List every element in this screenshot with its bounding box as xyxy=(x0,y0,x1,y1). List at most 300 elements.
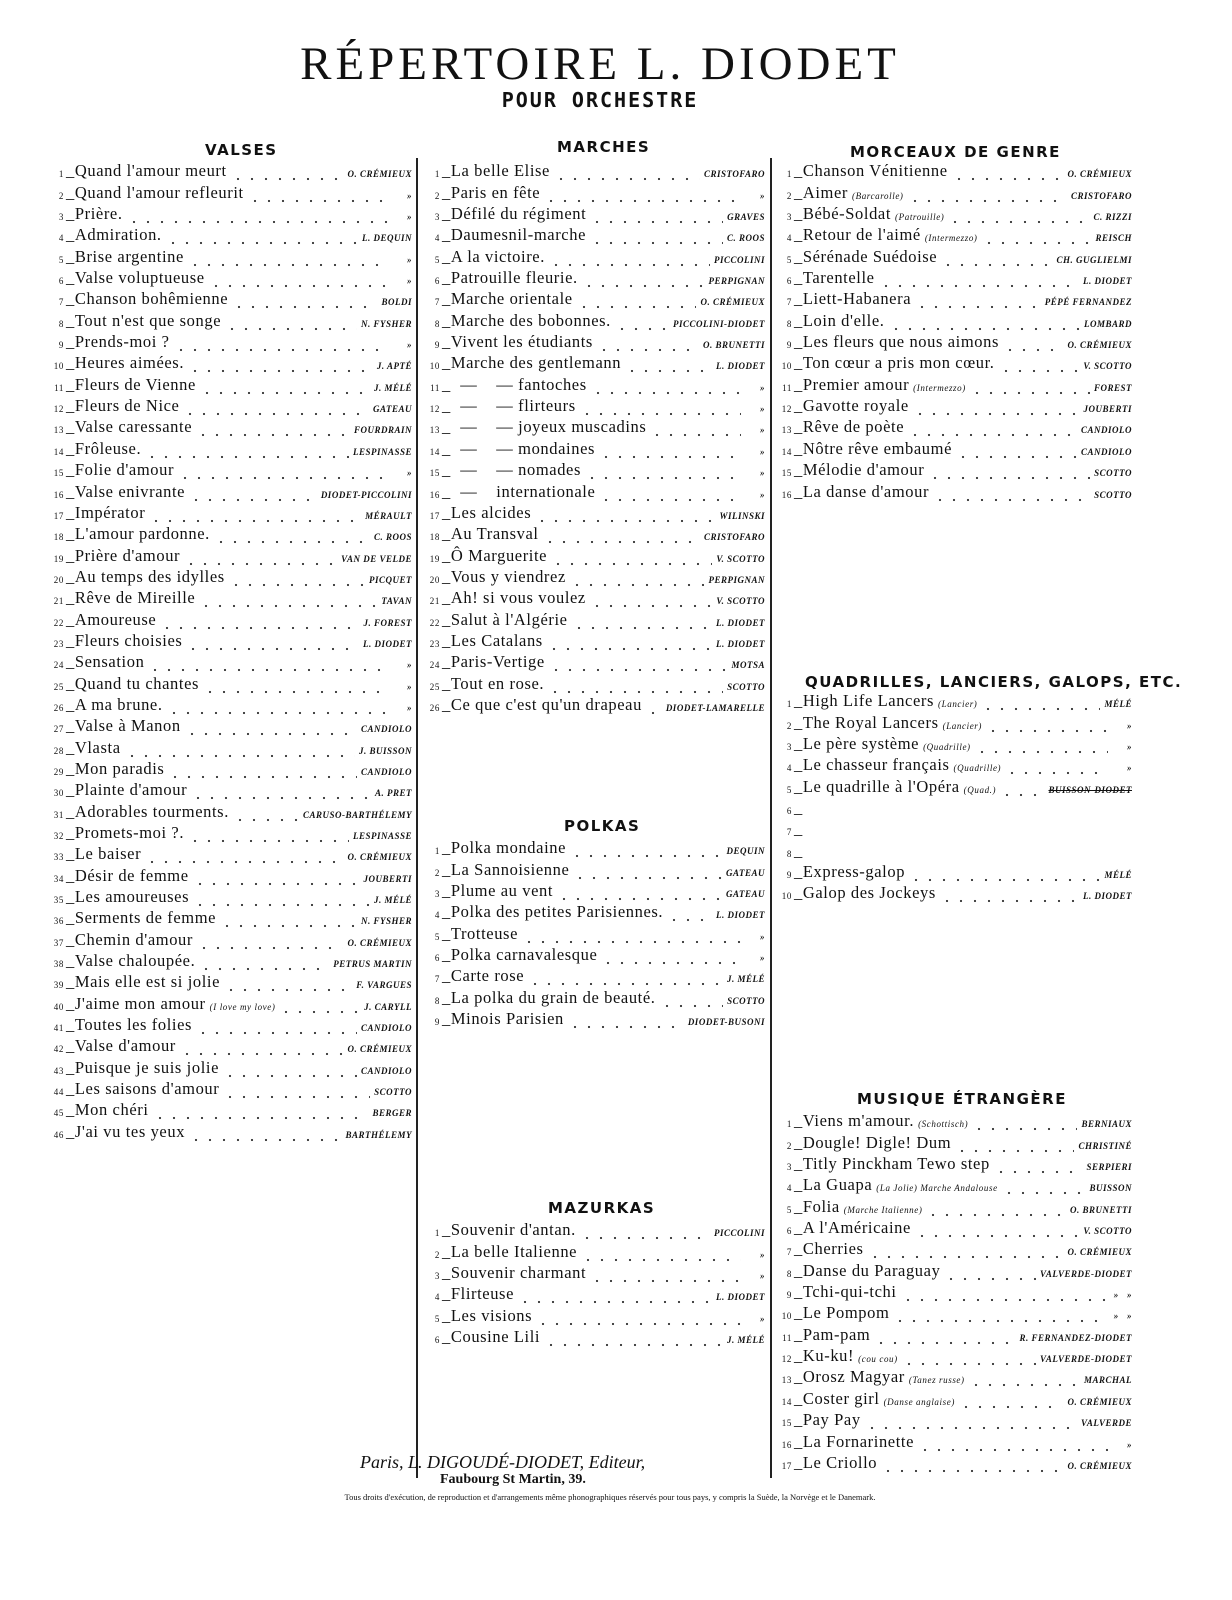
list-item xyxy=(44,864,412,885)
dot-leader xyxy=(615,323,669,331)
item-composer: O. BRUNETTI xyxy=(702,340,765,351)
item-number: 10 xyxy=(781,891,792,902)
item-title: _ Paris en fête xyxy=(442,183,540,203)
item-composer: FOREST xyxy=(1093,382,1132,393)
item-number: 43 xyxy=(53,1065,64,1076)
item-composer: MÉRAULT xyxy=(365,510,412,521)
list-item xyxy=(772,1174,1132,1195)
dot-leader xyxy=(547,643,712,651)
list-item xyxy=(420,416,765,437)
item-number: 11 xyxy=(430,382,440,393)
item-composer: J. CARYLL xyxy=(364,1001,412,1012)
item-title: _ Pam-pam xyxy=(794,1325,870,1345)
item-title: _ Puisque je suis jolie xyxy=(66,1058,219,1078)
item-number: 1 xyxy=(786,1119,792,1130)
item-composer: J. MÉLÉ xyxy=(373,895,412,906)
item-title: _ La polka du grain de beauté. xyxy=(442,988,656,1008)
item-title: _ Quand l'amour meurt xyxy=(66,161,227,181)
dot-leader xyxy=(551,558,712,566)
item-number: 3 xyxy=(786,1162,792,1173)
list-item xyxy=(44,181,412,202)
list-item xyxy=(420,245,765,266)
list-item xyxy=(772,775,1132,796)
item-composer: » xyxy=(1127,742,1132,753)
item-number: 6 xyxy=(434,276,440,287)
dot-leader xyxy=(186,643,359,651)
item-title: _ Liett-Habanera xyxy=(794,289,911,309)
list-item xyxy=(772,1259,1132,1280)
item-title: _ La danse d'amour xyxy=(794,482,929,502)
item-title: _ Valse d'amour xyxy=(66,1036,176,1056)
item-number: 4 xyxy=(786,763,792,774)
item-number: 19 xyxy=(429,553,440,564)
list-item xyxy=(772,754,1132,775)
item-title: _ Vlasta xyxy=(66,738,121,758)
item-composer: SCOTTO xyxy=(1094,489,1132,500)
dot-leader xyxy=(597,344,699,352)
item-number: 30 xyxy=(53,788,64,799)
item-title: _ Polka des petites Parisiennes. xyxy=(442,902,663,922)
list-item xyxy=(420,630,765,651)
dot-leader xyxy=(167,707,388,715)
list-item xyxy=(420,965,765,986)
dot-leader xyxy=(554,173,700,181)
item-title: _ Coster girl xyxy=(794,1389,880,1409)
list-item xyxy=(420,1326,765,1347)
item-number: 32 xyxy=(53,831,64,841)
item-number: 1 xyxy=(786,699,792,710)
dot-leader xyxy=(625,365,712,373)
item-number: 6 xyxy=(786,276,792,287)
dot-leader xyxy=(153,1112,369,1120)
item-title: _ La Fornarinette xyxy=(794,1432,914,1452)
item-title: _ Ton cœur a pris mon cœur. xyxy=(794,353,995,373)
list-item xyxy=(44,822,412,843)
list-item xyxy=(44,1014,412,1035)
item-title: _ La belle Elise xyxy=(442,161,550,181)
item-composer: TAVAN xyxy=(381,596,412,607)
item-title: _ Marche des gentlemann xyxy=(442,353,621,373)
dot-leader xyxy=(189,494,317,502)
item-title xyxy=(794,798,803,818)
dot-leader xyxy=(926,1209,1066,1217)
item-composer: CANDIOLO xyxy=(360,1023,412,1034)
list-item xyxy=(44,971,412,992)
dot-leader xyxy=(956,451,1077,459)
heading-marches: MARCHES xyxy=(557,138,651,156)
list-item xyxy=(44,544,412,565)
item-composer: » xyxy=(760,1271,765,1282)
item-title: _ — — fantoches xyxy=(442,375,587,395)
dot-leader xyxy=(231,173,344,181)
item-title: _ Les fleurs que nous aimons xyxy=(794,332,999,352)
item-number: 11 xyxy=(782,382,792,393)
item-number: 4 xyxy=(434,910,440,921)
list-item xyxy=(44,480,412,501)
item-composer: CANDIOLO xyxy=(1080,446,1132,457)
item-number: 40 xyxy=(53,1001,64,1012)
item-title: _ Plainte d'amour xyxy=(66,780,187,800)
list-item xyxy=(420,587,765,608)
item-composer: » xyxy=(407,340,412,351)
item-number: 29 xyxy=(53,766,64,777)
list-item xyxy=(772,1131,1132,1152)
item-note: (Schottisch) xyxy=(918,1119,969,1130)
item-composer: » xyxy=(1127,720,1132,731)
dot-leader xyxy=(1005,767,1108,775)
item-title: _ Daumesnil-marche xyxy=(442,225,586,245)
list-item xyxy=(772,1281,1132,1302)
list-item xyxy=(772,733,1132,754)
dot-leader xyxy=(901,1294,1108,1302)
item-number: 5 xyxy=(434,1313,440,1324)
item-number: 31 xyxy=(53,809,64,820)
item-title: _ Désir de femme xyxy=(66,866,189,886)
item-composer: V. SCOTTO xyxy=(716,596,765,607)
item-number: 14 xyxy=(429,446,440,457)
item-title: _ Défilé du régiment xyxy=(442,204,586,224)
list-item xyxy=(420,1283,765,1304)
item-composer: PICCOLINI xyxy=(713,1228,765,1239)
list-item xyxy=(44,1035,412,1056)
item-composer: GATEAU xyxy=(725,889,765,900)
item-composer: PICCOLINI-DIODET xyxy=(672,318,765,329)
dot-leader xyxy=(188,835,349,843)
dot-leader xyxy=(145,856,343,864)
item-composer: REISCH xyxy=(1095,233,1132,244)
item-note: (Quadrille) xyxy=(953,763,1002,774)
list-item xyxy=(44,331,412,352)
item-number: 9 xyxy=(434,1017,440,1028)
item-note: (Danse anglaise) xyxy=(883,1396,955,1407)
item-number: 6 xyxy=(58,276,64,287)
item-number: 4 xyxy=(786,233,792,244)
item-composer: R. FERNANDEZ-DIODET xyxy=(1019,1332,1132,1343)
item-title: _ Fleurs de Vienne xyxy=(66,375,196,395)
item-title: _ Valse à Manon xyxy=(66,716,181,736)
item-composer: » xyxy=(760,446,765,457)
item-composer: O. CRÉMIEUX xyxy=(347,937,412,948)
dot-leader xyxy=(908,429,1077,437)
dot-leader xyxy=(220,920,357,928)
list-item xyxy=(420,181,765,202)
dot-leader xyxy=(915,301,1041,309)
item-title: _ Salut à l'Algérie xyxy=(442,610,568,630)
list-item xyxy=(44,502,412,523)
dot-leader xyxy=(536,1318,741,1326)
item-number: 1 xyxy=(434,846,440,857)
page-title: RÉPERTOIRE L. DIODET xyxy=(300,38,900,90)
item-number: 25 xyxy=(429,681,440,692)
item-title: _ Ah! si vous voulez xyxy=(442,588,586,608)
item-title: _ Folie d'amour xyxy=(66,460,174,480)
dot-leader xyxy=(214,536,370,544)
list-item xyxy=(420,880,765,901)
item-number: 4 xyxy=(58,233,64,244)
item-title: _ Ku-ku! xyxy=(794,1346,854,1366)
list-item xyxy=(420,502,765,523)
item-title: _ Premier amour xyxy=(794,375,909,395)
item-number: 8 xyxy=(786,848,792,859)
list-item xyxy=(44,416,412,437)
item-number: 46 xyxy=(53,1129,64,1140)
item-number: 10 xyxy=(429,361,440,372)
item-number: 8 xyxy=(58,318,64,329)
list-item xyxy=(420,694,765,715)
item-number: 9 xyxy=(786,1290,792,1301)
item-composer: BUISSON-DIODET xyxy=(1048,784,1132,795)
item-composer: CRISTOFARO xyxy=(1070,190,1132,201)
item-title: _ Brise argentine xyxy=(66,247,184,267)
item-composer: VALVERDE-DIODET xyxy=(1039,1268,1132,1279)
list-item xyxy=(44,459,412,480)
item-title: _ Rêve de poète xyxy=(794,417,904,437)
item-composer: LESPINASSE xyxy=(352,446,412,457)
item-composer: DIODET-BUSONI xyxy=(687,1017,765,1028)
dot-leader xyxy=(196,1027,357,1035)
item-title: _ Tout n'est que songe xyxy=(66,311,221,331)
item-number: 10 xyxy=(53,361,64,372)
list-item xyxy=(420,922,765,943)
item-composer: » xyxy=(760,404,765,415)
item-title: _ Minois Parisien xyxy=(442,1009,564,1029)
item-title: _ Folia xyxy=(794,1197,840,1217)
item-number: 3 xyxy=(434,212,440,223)
dot-leader xyxy=(535,515,715,523)
item-title: _ Chanson bohêmienne xyxy=(66,289,228,309)
item-composer: MÉLÉ xyxy=(1104,870,1132,881)
item-composer: JOUBERTI xyxy=(363,873,412,884)
dot-leader xyxy=(149,515,361,523)
item-title: _ Mon paradis xyxy=(66,759,164,779)
item-composer: LESPINASSE xyxy=(352,831,412,841)
item-number: 11 xyxy=(54,382,64,393)
dot-leader xyxy=(933,494,1090,502)
dot-leader xyxy=(178,472,388,480)
item-composer: J. MÉLÉ xyxy=(373,382,412,393)
item-number: 3 xyxy=(786,742,792,753)
list-item xyxy=(44,950,412,971)
dot-leader xyxy=(183,408,369,416)
dot-leader xyxy=(970,387,1090,395)
item-title: _ Orosz Magyar xyxy=(794,1367,905,1387)
item-title: _ Vivent les étudiants xyxy=(442,332,593,352)
item-title: _ Express-galop xyxy=(794,862,905,882)
item-composer: » xyxy=(407,190,412,201)
dot-leader xyxy=(952,173,1064,181)
list-item xyxy=(44,758,412,779)
dot-leader xyxy=(959,1401,1064,1409)
list-item xyxy=(44,715,412,736)
section-valses xyxy=(44,160,412,1142)
item-composer: » » xyxy=(1113,1290,1132,1301)
item-composer: PERPIGNAN xyxy=(708,276,765,287)
item-number: 8 xyxy=(434,318,440,329)
item-title: _ Ce que c'est qu'un drapeau xyxy=(442,695,642,715)
item-composer: CRISTOFARO xyxy=(703,169,765,180)
list-item xyxy=(44,224,412,245)
item-composer: N. FYSHER xyxy=(360,318,412,329)
item-title: _ Tchi-qui-tchi xyxy=(794,1282,897,1302)
list-item xyxy=(420,331,765,352)
item-composer: GRAVES xyxy=(727,212,765,223)
item-number: 1 xyxy=(434,1228,440,1239)
dot-leader xyxy=(940,895,1079,903)
item-composer: F. VARGUES xyxy=(356,980,412,991)
item-composer: BUISSON xyxy=(1089,1183,1132,1194)
item-number: 9 xyxy=(434,340,440,351)
list-item xyxy=(772,203,1132,224)
item-composer: GATEAU xyxy=(725,867,765,878)
item-number: 7 xyxy=(786,827,792,838)
item-composer: » xyxy=(760,1313,765,1324)
dot-leader xyxy=(580,408,741,416)
list-item xyxy=(420,160,765,181)
item-composer: » xyxy=(407,212,412,223)
item-composer: O. CRÉMIEUX xyxy=(347,852,412,863)
dot-leader xyxy=(573,872,722,880)
item-number: 22 xyxy=(429,617,440,628)
item-number: 7 xyxy=(786,1247,792,1258)
item-title: _ Aimer xyxy=(794,183,848,203)
list-item xyxy=(44,288,412,309)
list-item xyxy=(44,245,412,266)
item-number: 5 xyxy=(434,254,440,265)
list-item xyxy=(772,352,1132,373)
dot-leader xyxy=(209,280,388,288)
item-title: _ Polka carnavalesque xyxy=(442,945,597,965)
dot-leader xyxy=(1000,789,1044,797)
item-composer: » xyxy=(760,931,765,942)
list-item xyxy=(772,373,1132,394)
item-title: _ A la victoire. xyxy=(442,247,545,267)
list-item xyxy=(772,288,1132,309)
item-number: 3 xyxy=(786,212,792,223)
item-number: 42 xyxy=(53,1044,64,1055)
list-item xyxy=(44,309,412,330)
item-title: _ Polka mondaine xyxy=(442,838,566,858)
item-number: 20 xyxy=(429,574,440,585)
item-composer: PICQUET xyxy=(368,574,412,585)
dot-leader xyxy=(232,301,377,309)
dot-leader xyxy=(544,1339,723,1347)
item-number: 12 xyxy=(781,404,792,415)
item-title: _ Cousine Lili xyxy=(442,1327,540,1347)
item-title: _ Marche des bobonnes. xyxy=(442,311,611,331)
item-title: _ Titly Pinckham Tewo step xyxy=(794,1154,990,1174)
item-number: 12 xyxy=(429,404,440,415)
item-title: _ Tout en rose. xyxy=(442,674,544,694)
item-number: 4 xyxy=(786,1183,792,1194)
item-title: _ High Life Lancers xyxy=(794,691,934,711)
dot-leader xyxy=(646,707,662,715)
heading-morceaux: MORCEAUX DE GENRE xyxy=(850,143,1061,161)
list-item xyxy=(772,1238,1132,1259)
list-item xyxy=(44,523,412,544)
item-composer: » » xyxy=(1113,1311,1132,1322)
publisher-address: Faubourg St Martin, 39. xyxy=(440,1472,586,1487)
dot-leader xyxy=(893,1315,1108,1323)
item-title: _ — — nomades xyxy=(442,460,581,480)
item-title: _ Prière d'amour xyxy=(66,546,180,566)
item-number: 39 xyxy=(53,980,64,991)
dot-leader xyxy=(889,323,1080,331)
item-number: 11 xyxy=(782,1332,792,1343)
dot-leader xyxy=(591,387,741,395)
item-composer: DIODET-LAMARELLE xyxy=(665,702,765,713)
list-item xyxy=(420,373,765,394)
item-title: _ Au Transval xyxy=(442,524,539,544)
list-item xyxy=(420,523,765,544)
item-number: 7 xyxy=(434,974,440,985)
item-composer: L. DEQUIN xyxy=(361,233,412,244)
list-item xyxy=(420,395,765,416)
dot-leader xyxy=(881,1465,1063,1473)
item-number: 2 xyxy=(786,720,792,731)
item-title: _ Souvenir d'antan. xyxy=(442,1220,576,1240)
list-item xyxy=(772,1452,1132,1473)
list-item xyxy=(44,395,412,416)
dot-leader xyxy=(590,237,723,245)
item-composer: CANDIOLO xyxy=(360,724,412,735)
list-item xyxy=(772,861,1132,882)
item-title: _ La belle Italienne xyxy=(442,1242,577,1262)
list-item xyxy=(44,672,412,693)
dot-leader xyxy=(544,195,741,203)
item-composer: J. APTÉ xyxy=(376,361,412,372)
list-item xyxy=(44,651,412,672)
heading-mazurkas: MAZURKAS xyxy=(548,1199,656,1217)
item-number: 3 xyxy=(434,1271,440,1282)
list-item xyxy=(772,416,1132,437)
heading-valses: VALSES xyxy=(205,141,278,159)
item-title: _ La Sannoisienne xyxy=(442,860,569,880)
dot-leader xyxy=(184,558,337,566)
list-item xyxy=(44,1056,412,1077)
dot-leader xyxy=(568,1021,684,1029)
dot-leader xyxy=(955,1145,1074,1153)
item-title: _ — — mondaines xyxy=(442,439,595,459)
item-composer: L. DIODET xyxy=(363,638,412,649)
item-composer: MOTSA xyxy=(731,660,765,671)
dot-leader xyxy=(199,963,329,971)
list-item xyxy=(772,181,1132,202)
dot-leader xyxy=(981,703,1100,711)
item-number: 19 xyxy=(53,553,64,564)
item-composer: L. DIODET xyxy=(716,1292,765,1303)
item-title: _ Carte rose xyxy=(442,966,524,986)
item-number: 8 xyxy=(786,318,792,329)
item-composer: » xyxy=(407,254,412,265)
item-composer: J. FOREST xyxy=(363,617,412,628)
item-title: _ Mélodie d'amour xyxy=(794,460,924,480)
dot-leader xyxy=(197,942,343,950)
item-composer: O. CRÉMIEUX xyxy=(1067,1460,1132,1471)
item-number: 9 xyxy=(786,340,792,351)
list-item xyxy=(44,203,412,224)
dot-leader xyxy=(279,1006,360,1014)
item-title: _ Vous y viendrez xyxy=(442,567,566,587)
item-title: _ Frôleuse. xyxy=(66,439,141,459)
dot-leader xyxy=(902,1358,1036,1366)
item-number: 17 xyxy=(429,510,440,521)
item-composer: WILINSKI xyxy=(719,510,765,521)
list-item xyxy=(420,267,765,288)
item-number: 15 xyxy=(781,468,792,479)
list-item xyxy=(772,267,1132,288)
list-item xyxy=(420,288,765,309)
item-title: _ Admiration. xyxy=(66,225,162,245)
